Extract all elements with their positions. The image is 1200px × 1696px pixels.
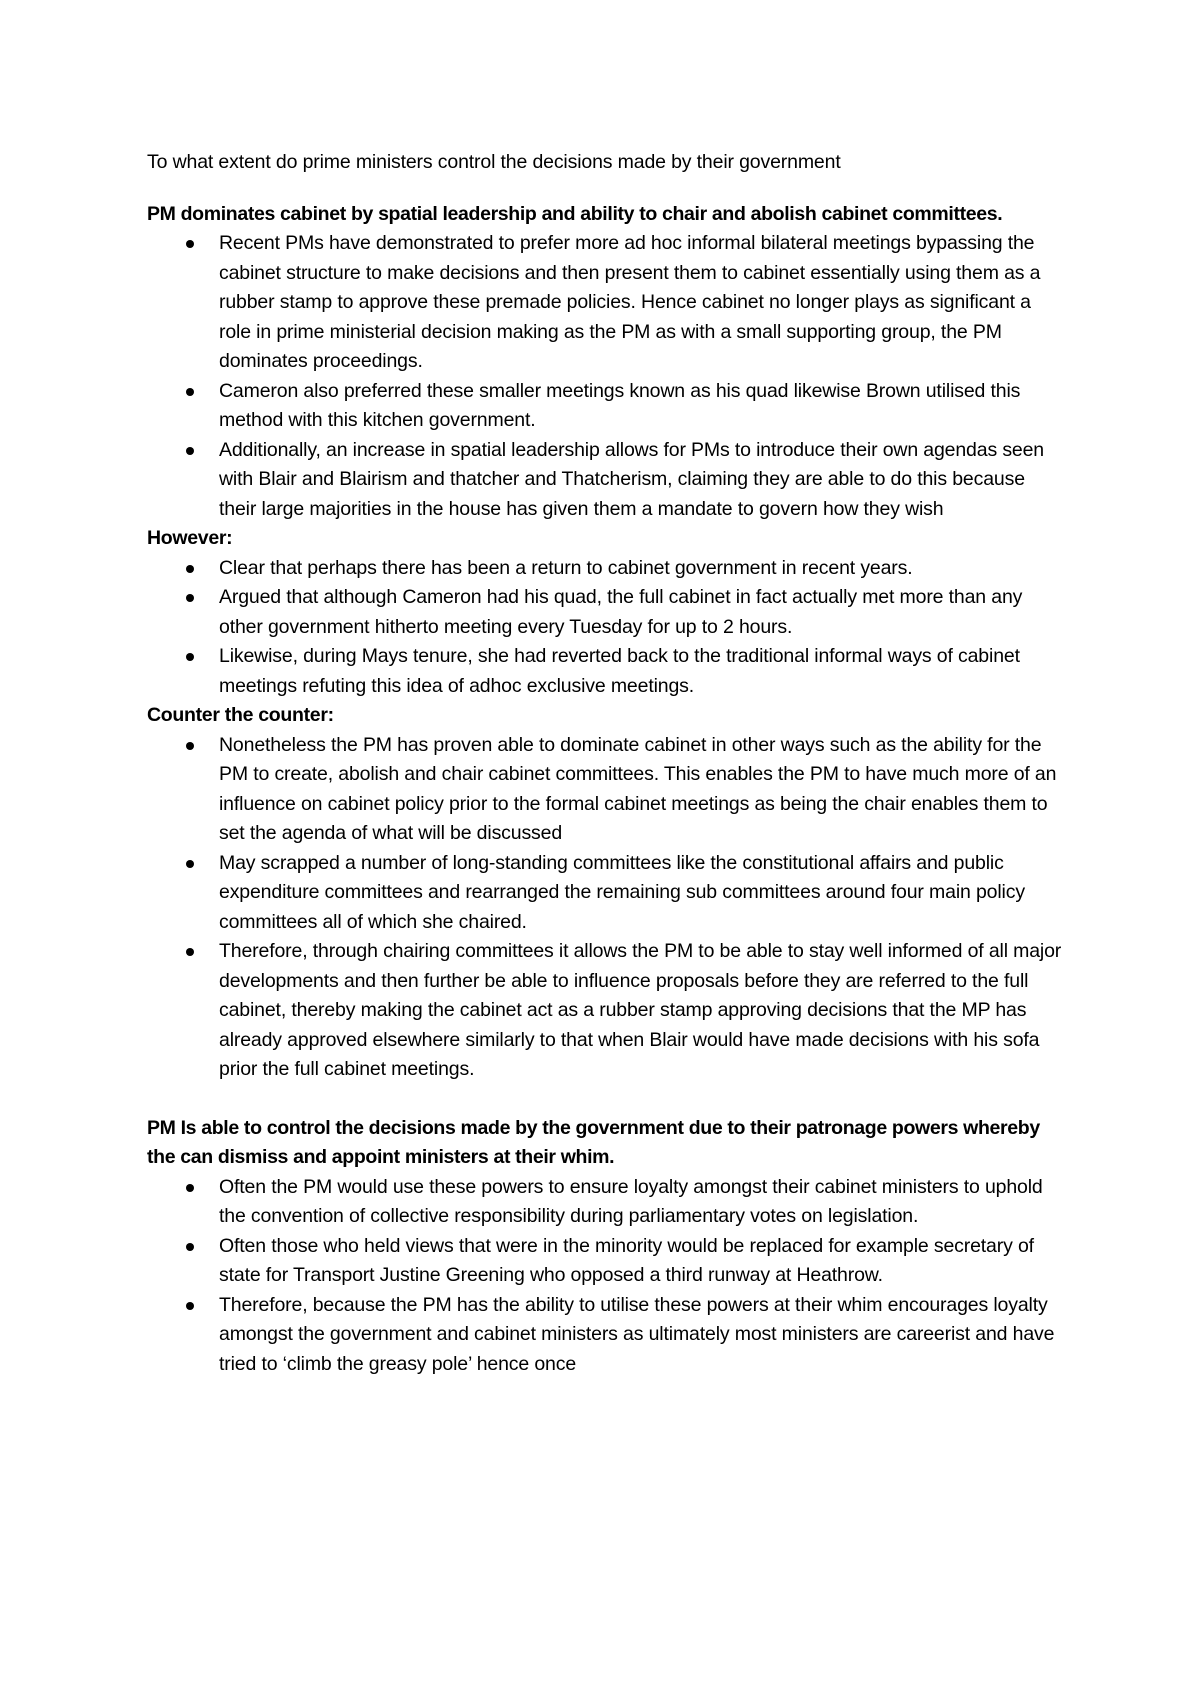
list-item-text: Argued that although Cameron had his quad, the full cabinet in fact actually met more than any other government hitherto meeting every Tuesday for up to 2 hours. xyxy=(219,586,1023,638)
list-item-text: May scrapped a number of long-standing committees like the constitutional affairs and public expenditure committees and rearranged the remaining sub committees around four main policy committees all of which she chaired. xyxy=(219,851,1025,933)
counter-points xyxy=(147,731,1067,1085)
list-item-text: Therefore, because the PM has the ability to utilise these powers at their whim encourages loyalty amongst the government and cabinet ministers as ultimately most ministers are careerist and have tried to ‘climb the greasy pole’ hence once xyxy=(219,1293,1055,1375)
section-heading-cabinet: PM dominates cabinet by spatial leadership and ability to chair and abolish cabinet committees. xyxy=(147,202,1003,225)
bullet-icon xyxy=(186,565,194,573)
bullet-icon xyxy=(186,742,194,750)
list-item xyxy=(147,229,1067,377)
list-item-text: Recent PMs have demonstrated to prefer more ad hoc informal bilateral meetings bypassing the cabinet structure to make decisions and then present them to cabinet essentially using them as a rubber stamp to approve these premade policies. Hence cabinet no longer plays as significant a role in prime ministerial decision making as the PM as with a small supporting group, the PM dominates proceedings. xyxy=(219,232,1041,372)
however-points xyxy=(147,554,1067,702)
bullet-icon xyxy=(186,948,194,956)
bullet-icon xyxy=(186,240,194,248)
list-item xyxy=(147,731,1067,849)
counter-label: Counter the counter: xyxy=(147,704,334,726)
section-heading-patronage: PM Is able to control the decisions made by the government due to their patronage powers whereby the can dismiss and appoint ministers at their whim. xyxy=(147,1116,1040,1168)
list-item-text: Additionally, an increase in spatial leadership allows for PMs to introduce their own agendas seen with Blair and Blairism and thatcher and Thatcherism, claiming they are able to do this because their large majorities in the house has given them a mandate to govern how they wish xyxy=(219,438,1045,520)
list-item xyxy=(147,1173,1067,1232)
bullet-icon xyxy=(186,1184,194,1192)
bullet-icon xyxy=(186,1243,194,1251)
list-item-text: Nonetheless the PM has proven able to dominate cabinet in other ways such as the ability for the PM to create, abolish and chair cabinet committees. This enables the PM to have much more of an influence on cabinet policy prior to the formal cabinet meetings as being the chair enables them to set the agenda of what will be discussed xyxy=(219,733,1057,844)
list-item xyxy=(147,436,1067,525)
list-item xyxy=(147,554,1067,584)
bullet-icon xyxy=(186,388,194,396)
bullet-icon xyxy=(186,1302,194,1310)
bullet-icon xyxy=(186,653,194,661)
section-points-cabinet xyxy=(147,229,1067,524)
list-item xyxy=(147,1291,1067,1380)
list-item xyxy=(147,377,1067,436)
list-item xyxy=(147,583,1067,642)
section-points-patronage xyxy=(147,1173,1067,1380)
document-title: To what extent do prime ministers control the decisions made by their government xyxy=(147,151,841,173)
list-item xyxy=(147,849,1067,938)
however-label: However: xyxy=(147,527,233,549)
list-item-text: Therefore, through chairing committees it allows the PM to be able to stay well informed of all major developments and then further be able to influence proposals before they are referred to the full cabinet, thereby making the cabinet act as a rubber stamp approving decisions that the MP has already approved elsewhere similarly to that when Blair would have made decisions with his sofa prior the full cabinet meetings. xyxy=(219,940,1062,1080)
bullet-icon xyxy=(186,447,194,455)
list-item xyxy=(147,642,1067,701)
list-item xyxy=(147,1232,1067,1291)
list-item-text: Often those who held views that were in the minority would be replaced for example secretary of state for Transport Justine Greening who opposed a third runway at Heathrow. xyxy=(219,1234,1034,1286)
document-body xyxy=(147,148,1067,1379)
bullet-icon xyxy=(186,860,194,868)
bullet-icon xyxy=(186,594,194,602)
list-item-text: Likewise, during Mays tenure, she had reverted back to the traditional informal ways of cabinet meetings refuting this idea of adhoc exclusive meetings. xyxy=(219,645,1020,697)
list-item-text: Cameron also preferred these smaller meetings known as his quad likewise Brown utilised this method with this kitchen government. xyxy=(219,379,1021,431)
list-item-text: Often the PM would use these powers to ensure loyalty amongst their cabinet ministers to uphold the convention of collective responsibility during parliamentary votes on legislation. xyxy=(219,1175,1043,1227)
list-item-text: Clear that perhaps there has been a return to cabinet government in recent years. xyxy=(219,556,913,579)
list-item xyxy=(147,937,1067,1085)
